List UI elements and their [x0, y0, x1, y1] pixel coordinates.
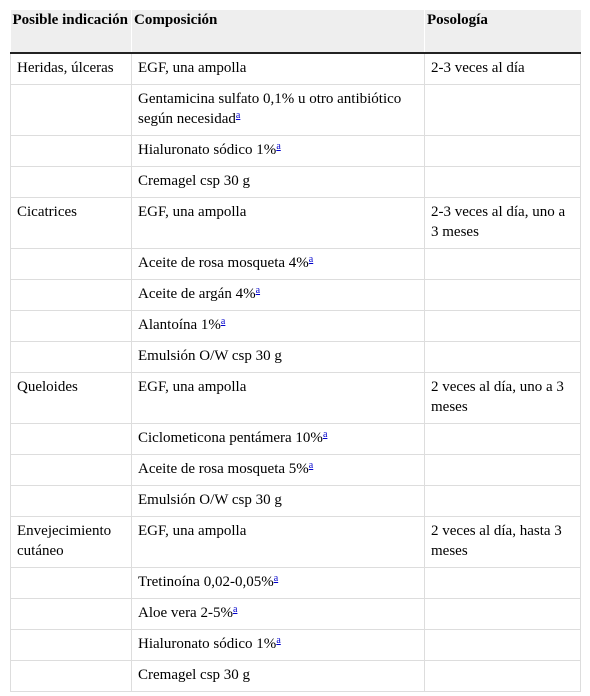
indicacion-text	[17, 424, 125, 434]
footnote-link[interactable]: a	[255, 285, 261, 296]
footnote-marker	[256, 282, 260, 296]
cell-indicacion	[11, 342, 132, 373]
posologia-text	[431, 136, 574, 146]
cell-posologia	[425, 167, 581, 198]
table-row	[11, 424, 581, 455]
cell-composicion	[132, 85, 425, 136]
posologia-text	[431, 311, 574, 321]
cell-posologia	[425, 249, 581, 280]
table-row	[11, 599, 581, 630]
cell-indicacion	[11, 661, 132, 692]
cell-composicion	[132, 517, 425, 568]
composicion-text-wrap	[138, 455, 418, 485]
table-row	[11, 53, 581, 85]
footnote-marker	[274, 570, 278, 584]
table-row	[11, 85, 581, 136]
cell-indicacion	[11, 373, 132, 424]
posologia-text: 2-3 veces al día	[431, 60, 525, 76]
posologia-text	[431, 424, 574, 434]
footnote-link[interactable]: a	[232, 604, 238, 615]
cell-posologia	[425, 630, 581, 661]
cell-posologia	[425, 517, 581, 568]
cell-indicacion	[11, 280, 132, 311]
footnote-link[interactable]: a	[308, 254, 314, 265]
cell-indicacion	[11, 630, 132, 661]
header-indicacion: Posible indicación	[11, 10, 132, 53]
cell-composicion	[132, 167, 425, 198]
table-row	[11, 198, 581, 249]
formulation-table	[10, 10, 581, 692]
cell-indicacion	[11, 568, 132, 599]
composicion-text: Cremagel csp 30 g	[138, 173, 251, 189]
cell-composicion	[132, 53, 425, 85]
posologia-text: 2 veces al día, hasta 3 meses	[431, 523, 562, 559]
cell-composicion	[132, 568, 425, 599]
cell-posologia	[425, 455, 581, 486]
composicion-text: Hialuronato sódico 1%	[138, 636, 277, 652]
cell-composicion	[132, 136, 425, 167]
cell-posologia	[425, 568, 581, 599]
footnote-marker	[276, 138, 280, 152]
composicion-text-wrap	[138, 568, 418, 598]
posologia-text	[431, 249, 574, 259]
cell-indicacion	[11, 424, 132, 455]
footnote-link[interactable]: a	[276, 635, 281, 646]
cell-posologia	[425, 599, 581, 630]
cell-composicion	[132, 661, 425, 692]
composicion-text: Ciclometicona pentámera 10%	[138, 430, 323, 446]
formulation-table-container	[10, 10, 580, 692]
indicacion-text	[17, 486, 125, 496]
indicacion-text	[17, 661, 125, 671]
cell-posologia	[425, 198, 581, 249]
table-row	[11, 167, 581, 198]
cell-indicacion	[11, 198, 132, 249]
composicion-text: Tretinoína 0,02-0,05%	[138, 574, 274, 590]
composicion-text: Emulsión O/W csp 30 g	[138, 492, 282, 508]
composicion-text-wrap	[138, 198, 418, 228]
composicion-text: Alantoína 1%	[138, 317, 221, 333]
posologia-text	[431, 661, 574, 671]
cell-posologia	[425, 311, 581, 342]
cell-posologia	[425, 342, 581, 373]
posologia-text	[431, 630, 574, 640]
indicacion-text	[17, 342, 125, 352]
posologia-text	[431, 85, 574, 95]
indicacion-text	[17, 599, 125, 609]
header-row	[11, 10, 581, 53]
footnote-marker	[233, 601, 237, 615]
composicion-text-wrap	[138, 280, 418, 310]
composicion-text: Aloe vera 2-5%	[138, 605, 233, 621]
indicacion-text	[17, 280, 125, 290]
table-row	[11, 342, 581, 373]
composicion-text-wrap	[138, 311, 418, 341]
composicion-text-wrap	[138, 486, 418, 516]
composicion-text-wrap	[138, 630, 418, 660]
cell-composicion	[132, 599, 425, 630]
footnote-marker	[236, 107, 240, 121]
indicacion-text	[17, 167, 125, 177]
cell-posologia	[425, 53, 581, 85]
header-posologia: Posología	[425, 10, 581, 53]
indicacion-text	[17, 85, 125, 95]
footnote-link[interactable]: a	[276, 141, 281, 152]
cell-posologia	[425, 280, 581, 311]
composicion-text: EGF, una ampolla	[138, 379, 247, 395]
cell-posologia	[425, 424, 581, 455]
footnote-link[interactable]: a	[220, 316, 226, 327]
table-row	[11, 568, 581, 599]
composicion-text: Aceite de rosa mosqueta 5%	[138, 461, 309, 477]
cell-posologia	[425, 373, 581, 424]
composicion-text: Hialuronato sódico 1%	[138, 142, 277, 158]
table-row	[11, 455, 581, 486]
table-row	[11, 661, 581, 692]
composicion-text: Aceite de rosa mosqueta 4%	[138, 255, 309, 271]
composicion-text: Emulsión O/W csp 30 g	[138, 348, 282, 364]
cell-indicacion	[11, 167, 132, 198]
indicacion-text	[17, 630, 125, 640]
posologia-text	[431, 486, 574, 496]
cell-composicion	[132, 249, 425, 280]
indicacion-text: Heridas, úlceras	[17, 60, 114, 76]
composicion-text-wrap	[138, 661, 418, 691]
cell-posologia	[425, 136, 581, 167]
indicacion-text: Envejecimiento cutáneo	[17, 523, 112, 559]
indicacion-text: Queloides	[17, 379, 78, 395]
posologia-text: 2 veces al día, uno a 3 meses	[431, 379, 564, 415]
indicacion-text	[17, 311, 125, 321]
table-row	[11, 280, 581, 311]
footnote-link[interactable]: a	[273, 573, 279, 584]
posologia-text	[431, 342, 574, 352]
cell-composicion	[132, 455, 425, 486]
footnote-marker	[309, 457, 313, 471]
footnote-link[interactable]: a	[322, 429, 328, 440]
table-row	[11, 311, 581, 342]
cell-indicacion	[11, 486, 132, 517]
cell-composicion	[132, 198, 425, 249]
composicion-text-wrap	[138, 167, 418, 197]
composicion-text: Aceite de argán 4%	[138, 286, 256, 302]
cell-indicacion	[11, 53, 132, 85]
composicion-text: EGF, una ampolla	[138, 60, 247, 76]
composicion-text: EGF, una ampolla	[138, 523, 247, 539]
posologia-text	[431, 455, 574, 465]
cell-composicion	[132, 486, 425, 517]
cell-composicion	[132, 630, 425, 661]
indicacion-text	[17, 136, 125, 146]
footnote-marker	[221, 313, 225, 327]
composicion-text-wrap	[138, 373, 418, 403]
table-header	[11, 10, 581, 53]
cell-composicion	[132, 311, 425, 342]
footnote-link[interactable]: a	[308, 460, 314, 471]
composicion-text: Cremagel csp 30 g	[138, 667, 251, 683]
cell-posologia	[425, 85, 581, 136]
indicacion-text	[17, 455, 125, 465]
cell-indicacion	[11, 455, 132, 486]
cell-composicion	[132, 342, 425, 373]
posologia-text: 2-3 veces al día, uno a 3 meses	[431, 204, 566, 240]
composicion-text-wrap	[138, 517, 418, 547]
footnote-marker	[309, 251, 313, 265]
cell-posologia	[425, 661, 581, 692]
composicion-text: EGF, una ampolla	[138, 204, 247, 220]
cell-composicion	[132, 424, 425, 455]
cell-indicacion	[11, 249, 132, 280]
cell-indicacion	[11, 311, 132, 342]
composicion-text-wrap	[138, 136, 418, 166]
footnote-marker	[276, 632, 280, 646]
table-row	[11, 136, 581, 167]
cell-indicacion	[11, 136, 132, 167]
posologia-text	[431, 599, 574, 609]
cell-indicacion	[11, 85, 132, 136]
table-row	[11, 486, 581, 517]
cell-composicion	[132, 280, 425, 311]
cell-indicacion	[11, 517, 132, 568]
composicion-text-wrap	[138, 249, 418, 279]
posologia-text	[431, 167, 574, 177]
indicacion-text	[17, 249, 125, 259]
footnote-link[interactable]: a	[235, 110, 241, 121]
composicion-text-wrap	[138, 85, 418, 135]
posologia-text	[431, 568, 574, 578]
composicion-text-wrap	[138, 342, 418, 372]
composicion-text-wrap	[138, 599, 418, 629]
footnote-marker	[323, 426, 327, 440]
composicion-text-wrap	[138, 54, 418, 84]
table-row	[11, 249, 581, 280]
table-row	[11, 630, 581, 661]
header-composicion: Composición	[132, 10, 425, 53]
cell-posologia	[425, 486, 581, 517]
composicion-text-wrap	[138, 424, 418, 454]
composicion-text: Gentamicina sulfato 0,1% u otro antibiótico según necesidad	[138, 91, 402, 127]
indicacion-text	[17, 568, 125, 578]
indicacion-text: Cicatrices	[17, 204, 77, 220]
cell-indicacion	[11, 599, 132, 630]
posologia-text	[431, 280, 574, 290]
cell-composicion	[132, 373, 425, 424]
table-row	[11, 517, 581, 568]
table-row	[11, 373, 581, 424]
table-body	[11, 53, 581, 692]
